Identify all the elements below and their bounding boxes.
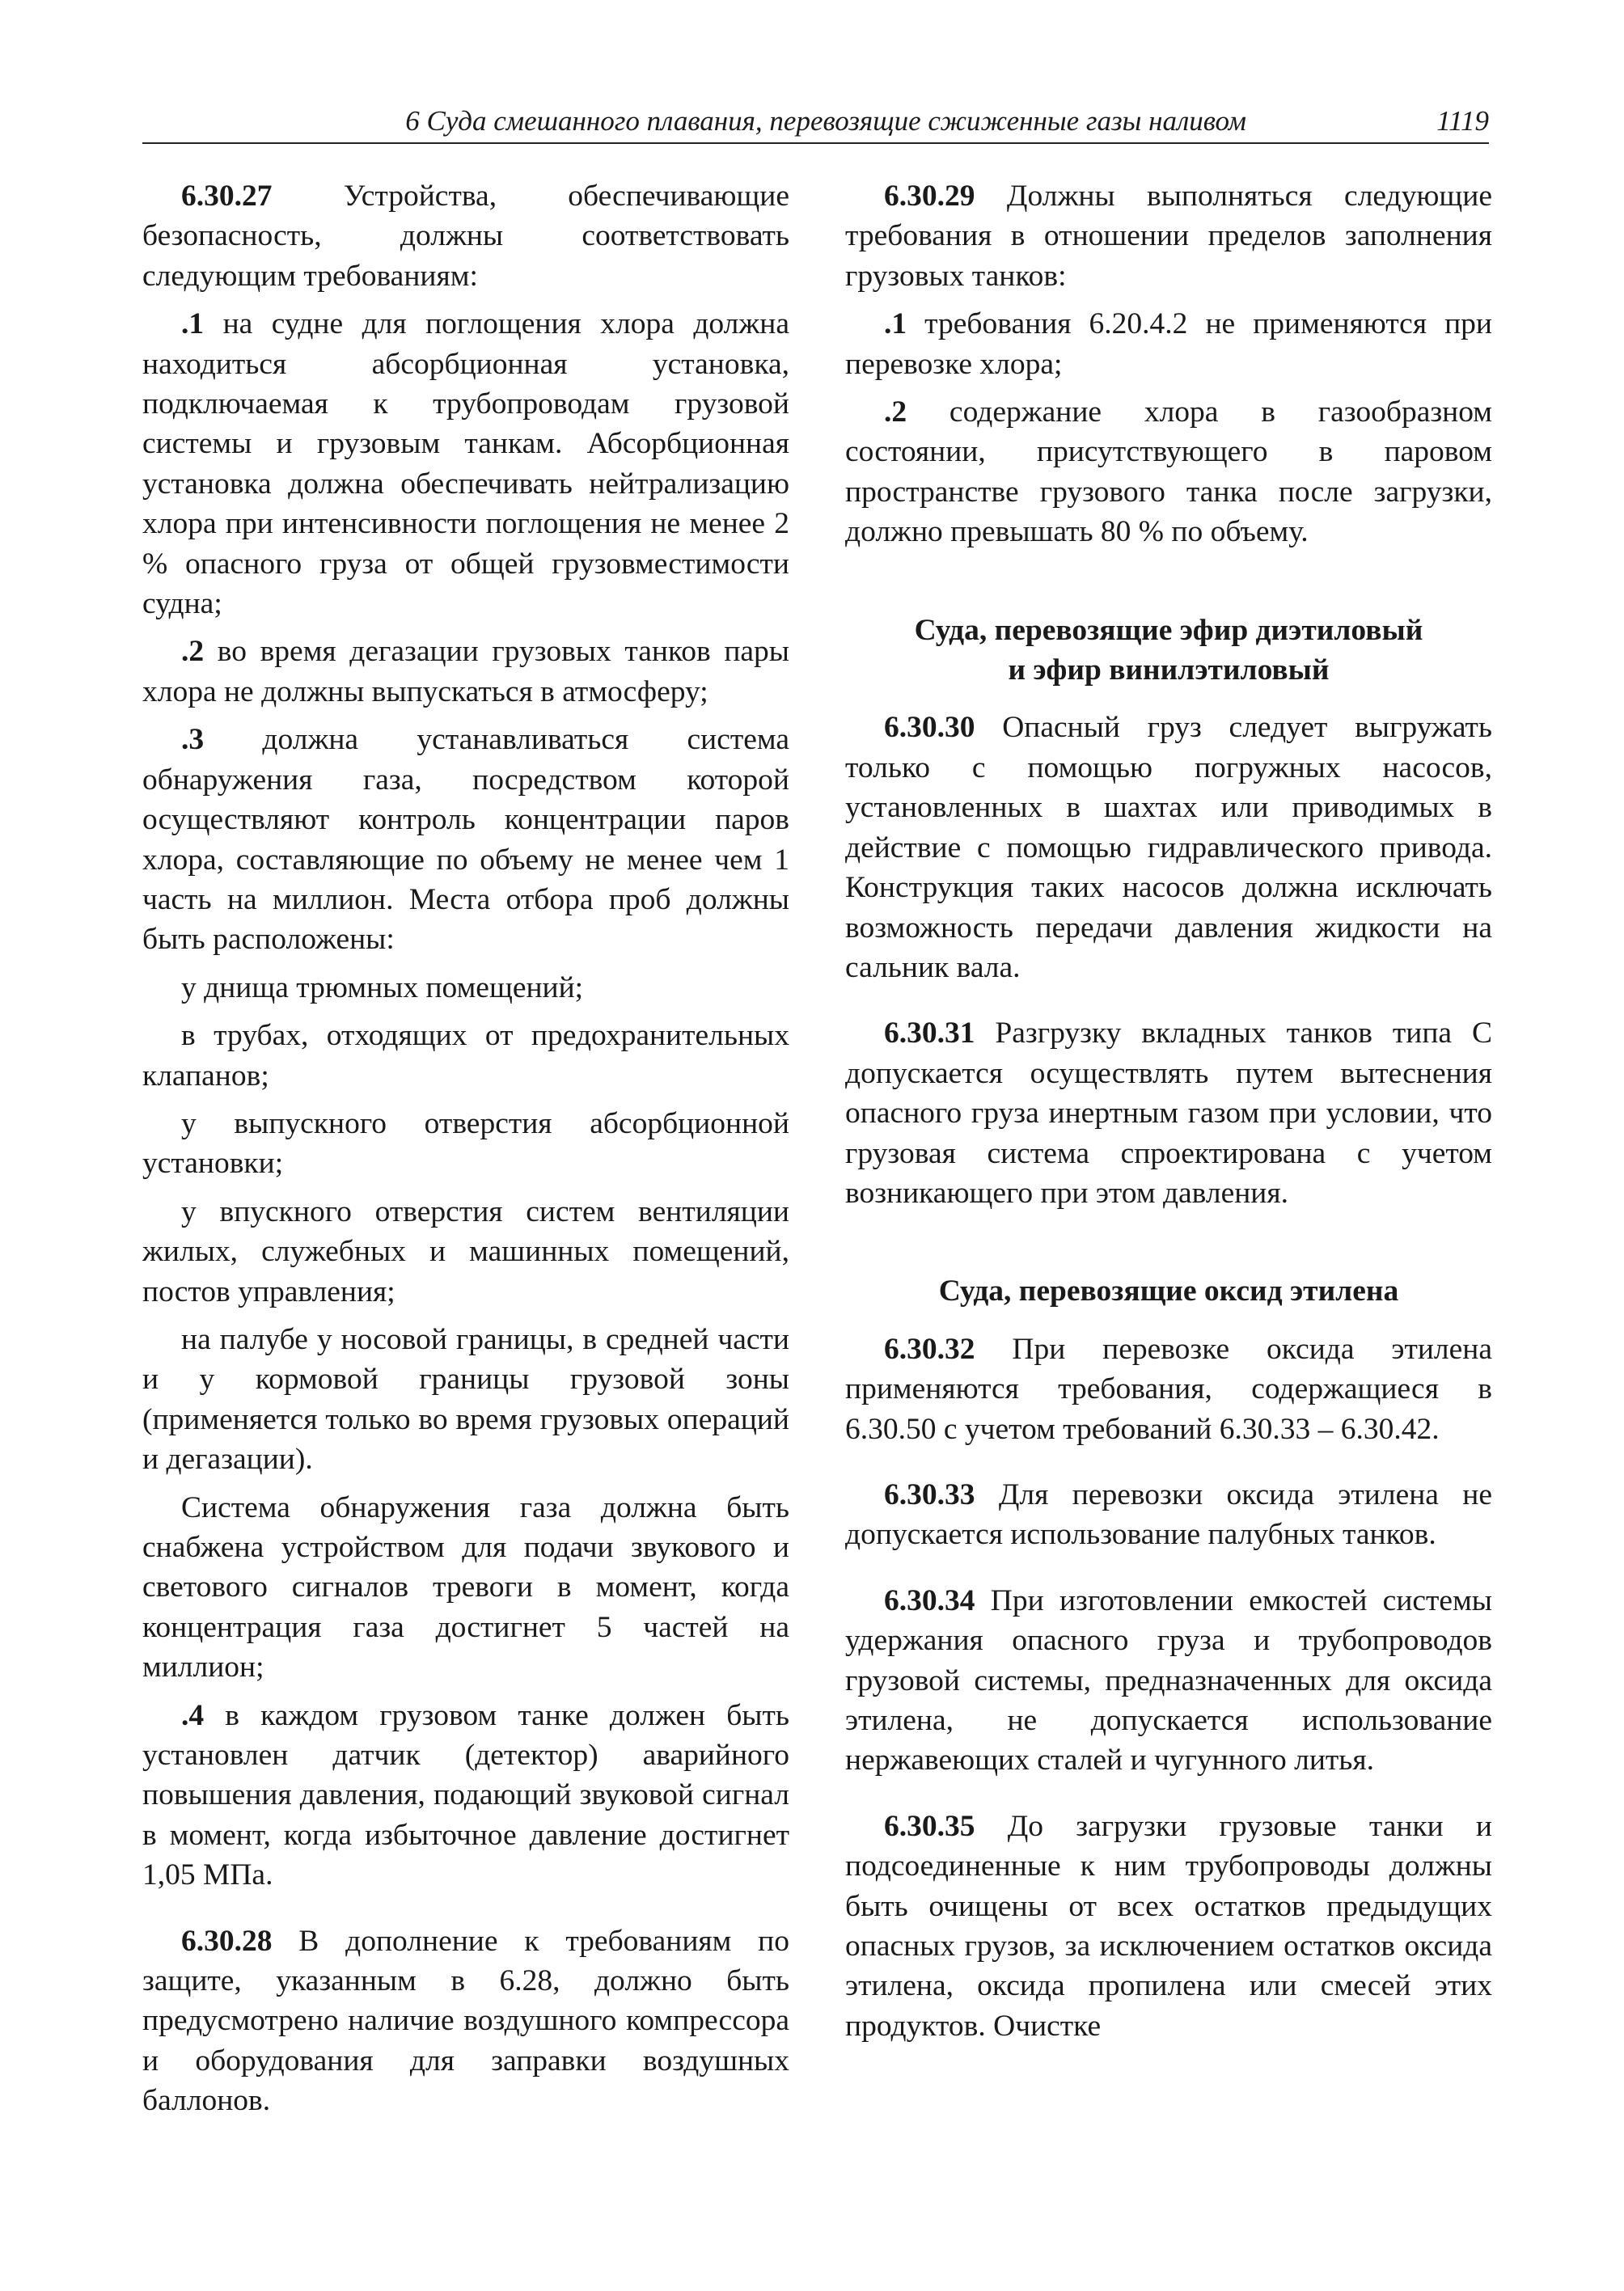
item-text: содержание хлора в газообразном состоянии, присутствующего в паровом пространстве грузового танка после загрузки, должно превышать 80 % по объему. (845, 395, 1492, 549)
section-heading-ethers (845, 611, 1492, 691)
clause-text: До загрузки грузовые танки и подсоединенные к ним трубопроводы должны быть очищены от всех остатков предыдущих опасных грузов, за исключением остатков оксида этилена, оксида пропилена или смесей этих продуктов. Очистке (845, 1809, 1492, 2043)
paragraph-6-30-28 (142, 1921, 789, 2121)
heading-line: Суда, перевозящие эфир диэтиловый (914, 613, 1423, 647)
paragraph-6-30-33 (845, 1475, 1492, 1555)
clause-number: 6.30.32 (884, 1332, 975, 1366)
sampling-location: в трубах, отходящих от предохранительных клапанов; (142, 1019, 789, 1093)
right-column (845, 176, 1492, 2054)
clause-text: Опасный груз следует выгружать только с помощью погружных насосов, установленных в шахтах или приводимых в действие с помощью гидравлического привода. Конструкция таких насосов должна исключать возможность передачи давления жидкости на сальник вала. (845, 711, 1492, 984)
item-number: .1 (181, 307, 205, 341)
sampling-location: у впускного отверстия систем вентиляции жилых, служебных и машинных помещений, постов управления; (142, 1194, 789, 1308)
running-header (142, 104, 1489, 144)
item-2 (142, 632, 789, 712)
paragraph-6-30-34 (845, 1581, 1492, 1781)
item-1 (845, 304, 1492, 384)
clause-number: 6.30.27 (181, 180, 273, 213)
heading-line: и эфир винилэтиловый (1008, 653, 1330, 687)
item-number: .4 (181, 1698, 205, 1732)
item-text: требования 6.20.4.2 не применяются при перевозке хлора; (845, 307, 1492, 381)
clause-text: Для перевозки оксида этилена не допускается использование палубных танков. (845, 1477, 1492, 1552)
paragraph-6-30-27 (142, 176, 789, 296)
clause-text: Должны выполняться следующие требования в отношении пределов заполнения грузовых танков: (845, 180, 1492, 293)
paragraph-6-30-32 (845, 1329, 1492, 1449)
item-number: .1 (884, 307, 907, 341)
clause-number: 6.30.35 (884, 1809, 975, 1843)
item-text: в каждом грузовом танке должен быть установлен датчик (детектор) аварийного повышения давления, подающий звуковой сигнал в момент, когда избыточное давление достигнет 1,05 МПа. (142, 1698, 789, 1892)
sampling-location: на палубе у носовой границы, в средней части и у кормовой границы грузовой зоны (применяется только во время грузовых операций и дегазации). (142, 1322, 789, 1477)
running-title: 6 Суда смешанного плавания, перевозящие сжиженные газы наливом (405, 105, 1246, 137)
clause-number: 6.30.33 (884, 1477, 975, 1511)
paragraph-6-30-35 (845, 1807, 1492, 2046)
left-column (142, 176, 789, 2129)
item-2 (845, 392, 1492, 552)
paragraph-6-30-29 (845, 176, 1492, 296)
clause-number: 6.30.31 (884, 1017, 975, 1050)
clause-text: В дополнение к требованиям по защите, указанным в 6.28, должно быть предусмотрено наличие воздушного компрессора и оборудования для заправки воздушных баллонов. (142, 1924, 789, 2118)
paragraph-6-30-30 (845, 708, 1492, 987)
item-number: .2 (884, 395, 907, 429)
clause-number: 6.30.34 (884, 1583, 975, 1617)
clause-text: При перевозке оксида этилена применяются требования, содержащиеся в 6.30.50 с учетом требований 6.30.33 – 6.30.42. (845, 1332, 1492, 1446)
item-text: должна устанавливаться система обнаружения газа, посредством которой осуществляют контроль концентрации паров хлора, составляющие по объему не менее чем 1 часть на миллион. Места отбора проб должны быть расположены: (142, 723, 789, 957)
page-number: 1119 (1436, 105, 1489, 137)
paragraph-6-30-31 (845, 1013, 1492, 1213)
clause-number: 6.30.30 (884, 711, 975, 745)
item-text: во время дегазации грузовых танков пары хлора не должны выпускаться в атмосферу; (142, 635, 789, 708)
item-number: .3 (181, 723, 205, 757)
item-number: .2 (181, 635, 205, 669)
sampling-location: у выпускного отверстия абсорбционной установки; (142, 1106, 789, 1181)
clause-text: При изготовлении емкостей системы удержания опасного груза и трубопроводов грузовой системы, предназначенных для оксида этилена, не допускается использование нержавеющих сталей и чугунного литья. (845, 1583, 1492, 1777)
sampling-location: у днища трюмных помещений; (181, 970, 584, 1004)
clause-text: Разгрузку вкладных танков типа С допускается осуществлять путем вытеснения опасного груза инертным газом при условии, что грузовая система спроектирована с учетом возникающего при этом давления. (845, 1017, 1492, 1210)
item-text: на судне для поглощения хлора должна находиться абсорбционная установка, подключаемая к трубопроводам грузовой системы и грузовым танкам. Абсорбционная установка должна обеспечивать нейтрализацию хлора при интенсивности поглощения не менее 2 % опасного груза от общей грузовместимости судна; (142, 307, 789, 621)
clause-text: Устройства, обеспечивающие безопасность, должны соответствовать следующим требованиям: (142, 180, 789, 293)
item-4 (142, 1696, 789, 1896)
alarm-paragraph: Система обнаружения газа должна быть снабжена устройством для подачи звукового и светового сигналов тревоги в момент, когда концентрация газа достигнет 5 частей на миллион; (142, 1490, 789, 1684)
clause-number: 6.30.29 (884, 180, 975, 213)
section-heading-ethylene-oxide (845, 1271, 1492, 1311)
item-3 (142, 720, 789, 959)
item-1 (142, 304, 789, 623)
heading-line: Суда, перевозящие оксид этилена (938, 1274, 1399, 1308)
clause-number: 6.30.28 (181, 1924, 273, 1958)
